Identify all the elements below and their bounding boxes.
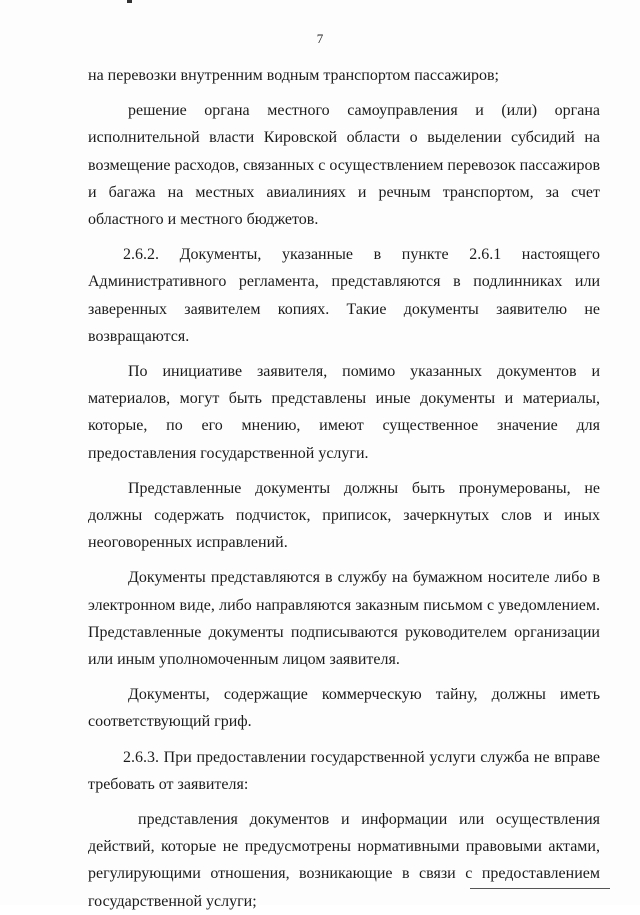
paragraph: По инициативе заявителя, помимо указанных документов и материалов, могут быть представлены иные документы и материалы, которые, по его мнению, имеют существенное значение для предоставления государственной услуги. — [88, 363, 600, 462]
body-text — [88, 62, 600, 915]
paragraph: 2.6.3. При предоставлении государственной услуги служба не вправе требовать от заявителя: — [88, 748, 600, 793]
paragraph: представления документов и информации или осуществления действий, которые не предусмотрены нормативными правовыми актами, регулирующими отношения, возникающие в связи с предоставлением государственной услуги; — [88, 811, 600, 910]
divider-line — [470, 888, 610, 889]
paragraph: Документы представляются в службу на бумажном носителе либо в электронном виде, либо направляются заказным письмом с уведомлением. Представленные документы подписываются руководителем организации или иным уполномоченным лицом заявителя. — [88, 569, 600, 669]
paragraph: решение органа местного самоуправления и (или) органа исполнительной власти Кировской области о выделении субсидий на возмещение расходов, связанных с осуществлением перевозок пассажиров и багажа на местных авиалиниях и речным транспортом, за счет областного и местного бюджетов. — [88, 102, 600, 229]
paragraph: на перевозки внутренним водным транспортом пассажиров; — [88, 67, 499, 84]
scan-mark — [127, 0, 132, 3]
paragraph: Документы, содержащие коммерческую тайну, должны иметь соответствующий гриф. — [88, 686, 600, 731]
paragraph: 2.6.2. Документы, указанные в пункте 2.6.1 настоящего Административного регламента, представляются в подлинниках или заверенных заявителем копиях. Такие документы заявителю не возвращаются. — [88, 246, 600, 345]
paragraph: Представленные документы должны быть пронумерованы, не должны содержать подчисток, приписок, зачеркнутых слов и иных неоговоренных исправлений. — [88, 479, 600, 552]
page-number: 7 — [316, 31, 324, 46]
